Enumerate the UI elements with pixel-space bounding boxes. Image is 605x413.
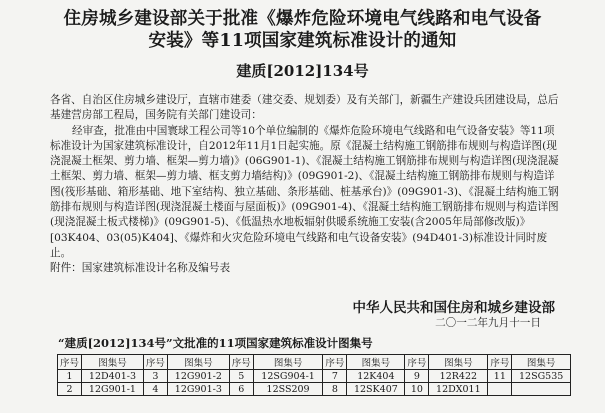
header-no: 序号 — [143, 355, 167, 370]
header-no: 序号 — [58, 355, 82, 370]
attachment-line: 附件：国家建筑标准设计名称及编号表 — [50, 262, 231, 275]
standards-table — [57, 354, 571, 396]
main-paragraph: 经审查，批准由中国寰球工程公司等10个单位编制的《爆炸危险环境电气线路和电气设备安装》等11项标准设计为国家建筑标准设计，自2012年11月1日起实施。原《混凝土结构施工钢筋排布规则与构造详图(现浇混凝土框架、剪力墙、框架—剪力墙)》(06G901-1)、《混凝土结构施工钢筋排布规则与构造详图(现浇混凝土框架、剪力墙、框架—剪力墙、框支剪力墙结构)》(09G901-2)、《混凝土结构施工钢筋排布规则与构造详图(筏形基础、箱形基础、地下室结构、独立基础、条形基础、桩基承台)》(09G901-3)、《混凝土结构施工钢筋排布规则与构造详图(现浇混凝土楼面与屋面板)》(09G901-4)、《混凝土结构施工钢筋排布规则与构造详图(现浇混凝土板式楼梯)》(09G901-5)、《低温热水地板辐射供暖系统施工安装(含2005年局部修改版)》[03K404、03(05)K404]、《爆炸和火灾危险环境电气线路和电气设备安装》(94D401-3)标准设计同时废止。 — [50, 124, 559, 259]
title-line-2: 安装》等11项国家建筑标准设计的通知 — [148, 31, 457, 51]
header-code: 图集号 — [253, 355, 323, 370]
header-no: 序号 — [405, 355, 429, 370]
header-no: 序号 — [229, 355, 253, 370]
cell-no: 4 — [143, 383, 167, 396]
issuer-name: 中华人民共和国住房和城乡建设部 — [352, 300, 555, 316]
header-code: 图集号 — [512, 355, 571, 370]
cell-code: 12G901-2 — [167, 370, 229, 383]
cell-code: 12G901-1 — [82, 383, 144, 396]
header-no: 序号 — [488, 355, 512, 370]
header-code: 图集号 — [429, 355, 488, 370]
cell-no: 11 — [488, 370, 512, 383]
table-header-row — [58, 355, 571, 370]
cell-code: 12SS209 — [253, 383, 323, 396]
cell-no: 2 — [58, 383, 82, 396]
header-no: 序号 — [323, 355, 347, 370]
cell-code: 12DX011 — [429, 383, 488, 396]
header-code: 图集号 — [347, 355, 405, 370]
notice-title — [0, 8, 605, 52]
cell-code — [512, 383, 571, 396]
cell-code: 12D401-3 — [82, 370, 144, 383]
cell-no: 9 — [405, 370, 429, 383]
cell-code: 12R422 — [429, 370, 488, 383]
cell-code: 12K404 — [347, 370, 405, 383]
cell-no: 1 — [58, 370, 82, 383]
table-title: “建质[2012]134号”文批准的11项国家建筑标准设计图集号 — [58, 336, 373, 350]
cell-code: 12SG535 — [512, 370, 571, 383]
issue-date: 二〇一二年九月十一日 — [435, 317, 541, 329]
cell-no: 6 — [229, 383, 253, 396]
cell-no: 10 — [405, 383, 429, 396]
notice-body — [50, 93, 562, 277]
header-code: 图集号 — [167, 355, 229, 370]
title-line-1: 住房城乡建设部关于批准《爆炸危险环境电气线路和电气设备 — [63, 9, 542, 29]
table-row — [58, 370, 571, 383]
cell-no — [488, 383, 512, 396]
table-row — [58, 383, 571, 396]
header-code: 图集号 — [82, 355, 144, 370]
cell-no: 7 — [323, 370, 347, 383]
cell-code: 12SG904-1 — [253, 370, 323, 383]
document-number: 建质[2012]134号 — [236, 62, 369, 80]
cell-code: 12SK407 — [347, 383, 405, 396]
cell-no: 3 — [143, 370, 167, 383]
cell-no: 8 — [323, 383, 347, 396]
cell-no: 5 — [229, 370, 253, 383]
cell-code: 12G901-3 — [167, 383, 229, 396]
salutation: 各省、自治区住房城乡建设厅，直辖市建委（建交委、规划委）及有关部门，新疆生产建设兵团建设局，总后基建营房部工程局，国务院有关部门建设司： — [50, 94, 559, 122]
